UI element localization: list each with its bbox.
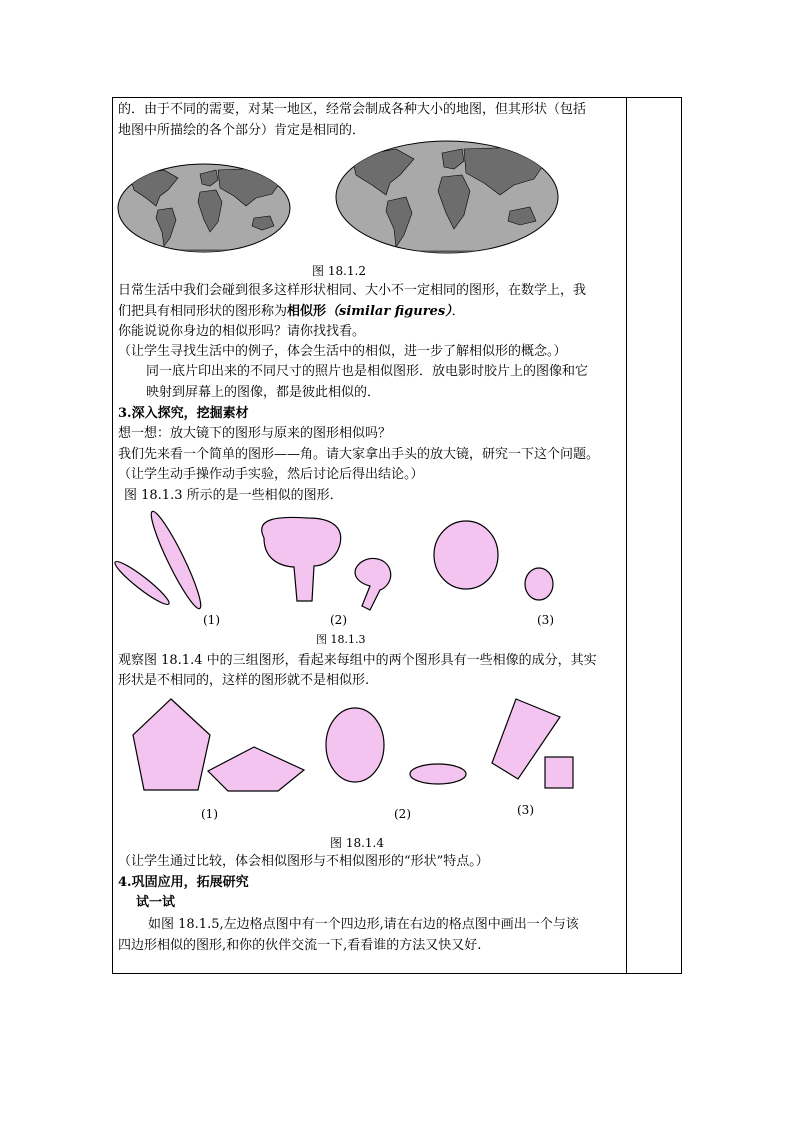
paragraph-film-line1: 同一底片印出来的不同尺寸的照片也是相似图形．放电影时胶片上的图像和它 (146, 364, 589, 379)
small-square-shape (545, 757, 573, 788)
paragraph-similar-line1: 日常生活中我们会碰到很多这样形状相同、大小不一定相同的图形，在数学上，我 (118, 283, 587, 298)
paragraph-observe-line2: 形状是不相同的，这样的图形就不是相似形. (118, 673, 370, 688)
irregular-pentagon-shape (208, 747, 304, 791)
paragraph-think: 想一想：放大镜下的图形与原来的图形相似吗？ (118, 426, 392, 441)
paragraph-similar-line2 (118, 302, 465, 322)
paragraph-film-line2: 映射到屏幕上的图像，都是彼此相似的． (146, 385, 381, 400)
small-mushroom-shape (355, 558, 391, 610)
figure-18-1-3 (118, 508, 568, 628)
world-map-small (116, 162, 292, 254)
world-map-large (334, 139, 560, 255)
paragraph-grid-line1: 如图 18.1.5,左边格点图中有一个四边形,请在右边的格点图中画出一个与该 (148, 917, 579, 932)
small-circle-shape (525, 568, 553, 600)
paragraph-ask: 你能说说你身边的相似形吗？请你找找看。 (118, 324, 366, 339)
paragraph-observe-line1: 观察图 18.1.4 中的三组图形，看起来每组中的两个图形具有一些相像的成分，其实 (118, 653, 597, 668)
paragraph-fig3-intro: 图 18.1.3 所示的是一些相似的图形． (124, 488, 343, 503)
paragraph-similar-line2-pre: 们把具有相同形状的图形称为 (118, 304, 288, 319)
figure-18-1-2-caption: 图 18.1.2 (312, 264, 366, 278)
paragraph-map-line2: 地图中所描绘的各个部分）肯定是相同的． (118, 123, 366, 138)
fig3-label-2: (2) (330, 613, 347, 627)
regular-pentagon-shape (133, 699, 210, 790)
paragraph-teacher-note-1: （让学生寻找生活中的例子，体会生活中的相似，进一步了解相似形的概念。） (118, 344, 567, 359)
figure-18-1-4-caption: 图 18.1.4 (330, 836, 384, 850)
fig3-label-1: (1) (203, 613, 220, 627)
paragraph-teacher-note-3: （让学生通过比较，体会相似图形与不相似图形的“形状”特点。） (118, 854, 489, 869)
fig3-label-3: (3) (537, 613, 554, 627)
fig4-label-2: (2) (394, 807, 411, 821)
paragraph-teacher-note-2: （让学生动手操作动手实验，然后讨论后得出结论。） (118, 467, 424, 482)
large-mushroom-shape (262, 517, 341, 601)
circle-shape (326, 708, 384, 782)
paragraph-angle: 我们先来看一个简单的图形——角。请大家拿出手头的放大镜，研究一下这个问题。 (118, 447, 600, 462)
section-heading-4: 4.巩固应用，拓展研究 (118, 875, 249, 890)
fig4-label-3: (3) (517, 803, 534, 817)
figure-18-1-3-caption: 图 18.1.3 (316, 633, 366, 646)
paragraph-grid-line2: 四边形相似的图形,和你的伙伴交流一下,看看谁的方法又快又好. (118, 938, 482, 953)
figure-18-1-4 (128, 695, 588, 825)
flat-ellipse-shape (410, 764, 466, 784)
table-right-column-divider (626, 97, 627, 974)
term-similar-figures-en: （similar figures） (326, 304, 452, 319)
paragraph-similar-line2-post: ． (451, 304, 465, 319)
paragraph-map-line1: 的．由于不同的需要，对某一地区，经常会制成各种大小的地图，但其形状（包括 (118, 102, 587, 117)
large-circle-shape (434, 521, 498, 589)
term-similar-figures: 相似形 (287, 304, 327, 319)
small-leaf-shape (112, 557, 173, 608)
fig4-label-1: (1) (201, 807, 218, 821)
section-heading-3: 3.深入探究，挖掘素材 (118, 406, 249, 421)
subheading-try: 试一试 (136, 895, 176, 910)
